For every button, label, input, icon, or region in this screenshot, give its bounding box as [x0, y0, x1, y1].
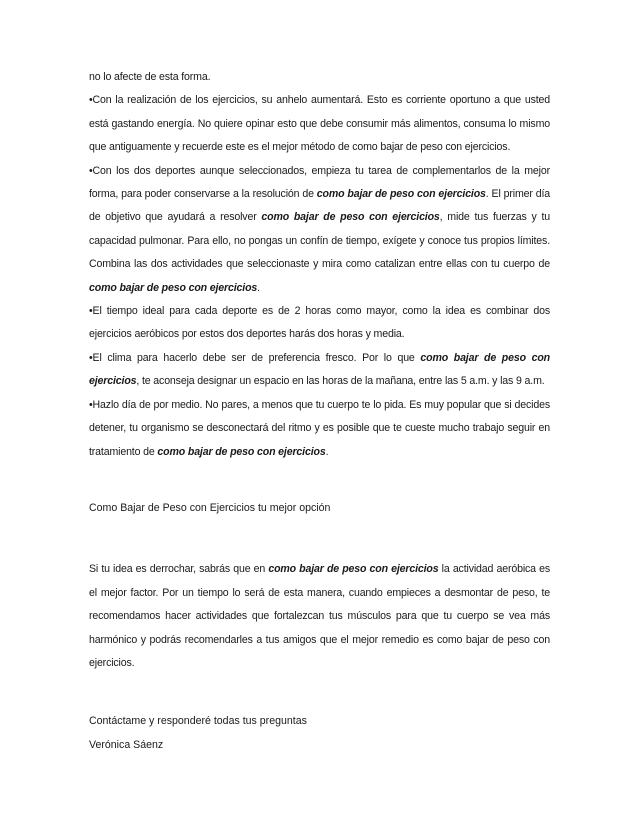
keyword-emphasis: como bajar de peso con ejercicios	[157, 445, 326, 458]
paragraph	[89, 300, 550, 347]
keyword-emphasis: como bajar de peso con ejercicios	[316, 188, 486, 201]
paragraph	[89, 347, 550, 394]
text-run: no lo afecte de esta forma.	[89, 71, 211, 83]
text-run: •Con la realización de los ejercicios, su anhelo aumentará. Esto es corriente oportuno a que usted está gastando energía. No quiere opinar esto que debe consumir más alimentos, consuma lo mismo que antiguamente y recuerde este es el mejor método de como bajar de peso con ejercicios.	[89, 94, 550, 154]
author-name: Verónica Sáenz	[89, 738, 164, 751]
text-run: , te aconseja designar un espacio en las horas de la mañana, entre las 5 a.m. y las 9 a.m.	[136, 375, 545, 388]
text-run: . El primer día de objetivo que ayudará a resolver	[89, 188, 550, 224]
body-text	[89, 66, 550, 464]
text-run: , mide tus fuerzas y tu capacidad pulmonar. Para ello, no pongas un confín de tiempo, exígete y conoce tus propios límites. Combina las dos actividades que seleccionaste y mira como catalizan entre ellas con tu cuerpo de	[89, 211, 550, 271]
text-run: .	[257, 281, 260, 294]
text-run: Si tu idea es derrochar, sabrás que en	[89, 563, 269, 576]
text-run: •El clima para hacerlo debe ser de preferencia fresco. Por lo que	[89, 351, 421, 364]
paragraph	[89, 89, 550, 159]
text-run: •El tiempo ideal para cada deporte es de 2 horas como mayor, como la idea es combinar dos ejercicios aeróbicos por estos dos deportes harás dos horas y media.	[89, 305, 550, 341]
text-run: la actividad aeróbica es el mejor factor. Por un tiempo lo será de esta manera, cuando empieces a desmontar de peso, te recomendamos hacer actividades que fortalezcan tus músculos para que tu cuerpo se vea más harmónico y podrás recomendarles a tus amigos que el mejor remedio es como bajar de peso con ejercicios.	[89, 563, 550, 669]
closing-paragraph	[89, 558, 550, 675]
keyword-emphasis: como bajar de peso con ejercicios	[261, 211, 440, 224]
keyword-emphasis: como bajar de peso con ejercicios	[89, 351, 550, 388]
paragraph	[89, 66, 550, 89]
contact-line: Contáctame y responderé todas tus preguntas	[89, 715, 307, 728]
paragraph	[89, 394, 550, 464]
text-run: •Con los dos deportes aunque seleccionados, empieza tu tarea de complementarlos de la mejor forma, para poder conservarse a la resolución de	[89, 164, 550, 201]
section-heading: Como Bajar de Peso con Ejercicios tu mejor opción	[89, 501, 331, 514]
text-run: .	[325, 445, 329, 458]
document-page	[89, 66, 550, 757]
paragraph	[89, 160, 550, 300]
text-run: •Hazlo día de por medio. No pares, a menos que tu cuerpo te lo pida. Es muy popular que si decides detener, tu organismo se desconectará del ritmo y es posible que te cueste mucho trabajo seguir en tratamiento de	[89, 398, 550, 458]
keyword-emphasis: como bajar de peso con ejercicios	[89, 281, 258, 294]
keyword-emphasis: como bajar de peso con ejercicios	[268, 563, 439, 576]
